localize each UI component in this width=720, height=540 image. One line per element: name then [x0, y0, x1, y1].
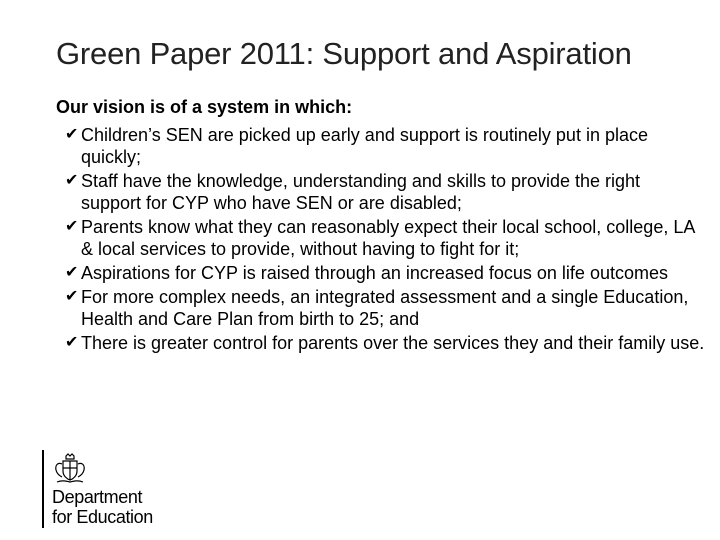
list-item	[65, 286, 705, 330]
logo-line-1: Department	[52, 487, 143, 507]
logo-divider	[42, 450, 44, 528]
list-item	[65, 332, 705, 354]
logo-text	[52, 487, 153, 527]
list-item-text: Staff have the knowledge, understanding and skills to provide the right support for CYP who have SEN or are disabled;	[81, 171, 641, 213]
slide-title: Green Paper 2011: Support and Aspiration	[56, 36, 632, 71]
list-item-text: There is greater control for parents over the services they and their family use.	[81, 333, 705, 353]
department-for-education-logo	[42, 450, 182, 530]
list-item-text: Parents know what they can reasonably expect their local school, college, LA & local services to provide, without having to fight for it;	[81, 217, 695, 259]
royal-crest-icon	[52, 452, 88, 484]
check-icon: ✔	[65, 172, 79, 189]
check-icon: ✔	[65, 288, 79, 305]
check-icon: ✔	[65, 334, 79, 351]
vision-list	[65, 124, 705, 356]
list-item	[65, 262, 705, 284]
list-item-text: Children’s SEN are picked up early and support is routinely put in place quickly;	[81, 125, 648, 167]
check-icon: ✔	[65, 264, 79, 281]
list-item	[65, 216, 705, 260]
list-item-text: Aspirations for CYP is raised through an increased focus on life outcomes	[81, 263, 668, 283]
list-item	[65, 170, 705, 214]
logo-line-2: for Education	[52, 507, 153, 527]
check-icon: ✔	[65, 126, 79, 143]
check-icon: ✔	[65, 218, 79, 235]
list-item-text: For more complex needs, an integrated assessment and a single Education, Health and Care Plan from birth to 25; and	[81, 287, 689, 329]
list-item	[65, 124, 705, 168]
intro-text: Our vision is of a system in which:	[56, 97, 353, 117]
